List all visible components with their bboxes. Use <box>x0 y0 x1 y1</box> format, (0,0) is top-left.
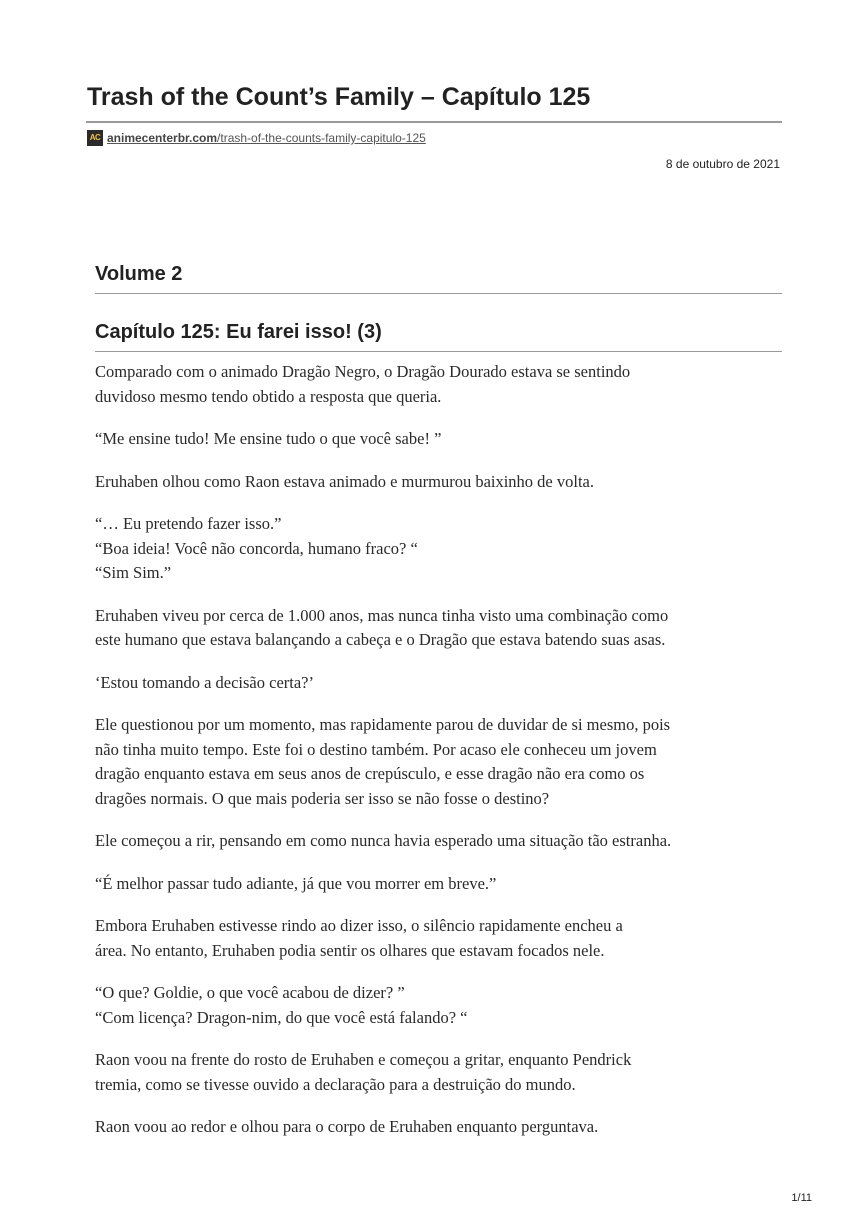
body-paragraph <box>95 604 782 653</box>
paragraph-line: dragão enquanto estava em seus anos de crepúsculo, e esse dragão não era como os <box>95 764 645 783</box>
paragraph-line: Raon voou ao redor e olhou para o corpo de Eruhaben enquanto perguntava. <box>95 1117 599 1136</box>
volume-divider <box>95 293 782 294</box>
body-paragraph <box>95 981 782 1030</box>
volume-heading: Volume 2 <box>95 263 183 285</box>
source-path: /trash-of-the-counts-family-capitulo-125 <box>217 131 426 145</box>
paragraph-line: Raon voou na frente do rosto de Eruhaben e começou a gritar, enquanto Pendrick <box>95 1050 632 1069</box>
body-paragraph <box>95 829 782 854</box>
paragraph-line: Ele questionou por um momento, mas rapidamente parou de duvidar de si mesmo, pois <box>95 715 671 734</box>
paragraph-line: ‘Estou tomando a decisão certa?’ <box>95 672 314 692</box>
paragraph-line: “Me ensine tudo! Me ensine tudo o que você sabe! ” <box>95 429 442 448</box>
chapter-divider <box>95 351 782 352</box>
body-paragraph <box>95 360 782 409</box>
body-paragraph <box>95 512 782 586</box>
body-paragraph <box>95 671 782 696</box>
paragraph-line: este humano que estava balançando a cabeça e o Dragão que estava batendo suas asas. <box>95 630 666 649</box>
body-paragraph <box>95 1115 782 1140</box>
paragraph-line: “… Eu pretendo fazer isso.” <box>95 514 282 533</box>
source-link[interactable] <box>107 131 426 145</box>
body-paragraph <box>95 1048 782 1097</box>
paragraph-line: Comparado com o animado Dragão Negro, o Dragão Dourado estava se sentindo <box>95 362 631 381</box>
publish-date: 8 de outubro de 2021 <box>665 157 780 171</box>
paragraph-line: “Boa ideia! Você não concorda, humano fraco? “ <box>95 538 418 558</box>
paragraph-line: tremia, como se tivesse ouvido a declaração para a destruição do mundo. <box>95 1074 576 1094</box>
body-paragraph <box>95 470 782 495</box>
body-paragraph <box>95 914 782 963</box>
paragraph-line: duvidoso mesmo tendo obtido a resposta que queria. <box>95 386 442 406</box>
paragraph-line: “Com licença? Dragon-nim, do que você está falando? “ <box>95 1007 468 1027</box>
paragraph-line: Eruhaben olhou como Raon estava animado e murmurou baixinho de volta. <box>95 471 594 491</box>
paragraph-line: dragões normais. O que mais poderia ser isso se não fosse o destino? <box>95 788 550 808</box>
site-favicon-icon: AC <box>87 130 103 146</box>
title-divider <box>86 121 782 123</box>
document-title: Trash of the Count’s Family – Capítulo 125 <box>87 83 591 111</box>
paragraph-line: “Sim Sim.” <box>95 563 172 582</box>
body-paragraph <box>95 872 782 897</box>
source-domain: animecenterbr.com <box>107 131 218 145</box>
paragraph-line: área. No entanto, Eruhaben podia sentir os olhares que estavam focados nele. <box>95 940 605 960</box>
body-paragraph <box>95 427 782 452</box>
paragraph-line: “É melhor passar tudo adiante, já que vou morrer em breve.” <box>95 873 497 893</box>
paragraph-line: não tinha muito tempo. Este foi o destino também. Por acaso ele conheceu um jovem <box>95 739 657 759</box>
source-row <box>87 129 426 147</box>
paragraph-line: Ele começou a rir, pensando em como nunca havia esperado uma situação tão estranha. <box>95 831 672 850</box>
chapter-body <box>95 360 782 1158</box>
page-number: 1/11 <box>791 1192 812 1204</box>
chapter-heading: Capítulo 125: Eu farei isso! (3) <box>95 321 382 343</box>
paragraph-line: Eruhaben viveu por cerca de 1.000 anos, mas nunca tinha visto uma combinação como <box>95 605 669 625</box>
paragraph-line: Embora Eruhaben estivesse rindo ao dizer isso, o silêncio rapidamente encheu a <box>95 916 623 935</box>
body-paragraph <box>95 713 782 811</box>
paragraph-line: “O que? Goldie, o que você acabou de dizer? ” <box>95 983 405 1002</box>
